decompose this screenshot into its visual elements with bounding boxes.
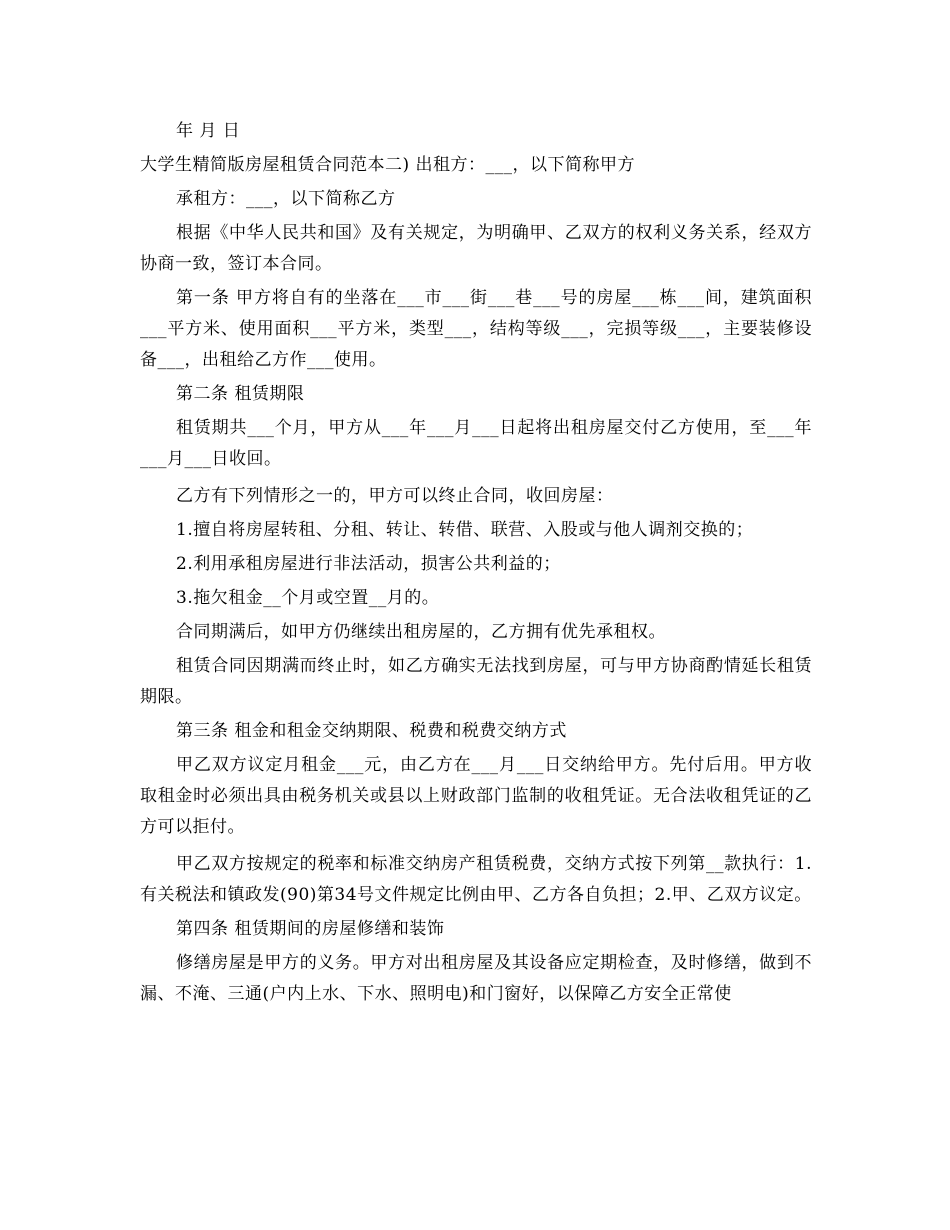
list-item-1: 1.擅自将房屋转租、分租、转让、转借、联营、入股或与他人调剂交换的； [176, 520, 754, 540]
paragraph-lease-term: 租赁期共___个月，甲方从___年___月___日起将出租房屋交付乙方使用，至___年___月___日收回。 [140, 418, 812, 469]
paragraph-taxes: 甲乙双方按规定的税率和标准交纳房产租赁税费，交纳方式按下列第__款执行：1.有关税法和镇政发(90)第34号文件规定比例由甲、乙方各自负担；2.甲、乙双方议定。 [140, 854, 812, 905]
document-body [140, 116, 812, 1013]
paragraph-extension: 租赁合同因期满而终止时，如乙方确实无法找到房屋，可与甲方协商酌情延长租赁期限。 [140, 656, 812, 707]
date-line: 年 月 日 [176, 121, 241, 141]
heading-article-4: 第四条 租赁期间的房屋修缮和装饰 [176, 919, 445, 939]
list-item-3: 3.拖欠租金__个月或空置__月的。 [176, 588, 440, 608]
paragraph-preamble: 根据《中华人民共和国》及有关规定，为明确甲、乙双方的权利义务关系，经双方协商一致，签订本合同。 [140, 223, 812, 274]
paragraph-renewal-priority: 合同期满后，如甲方仍继续出租房屋的，乙方拥有优先承租权。 [176, 622, 666, 642]
paragraph-rent: 甲乙双方议定月租金___元，由乙方在___月___日交纳给甲方。先付后用。甲方收取租金时必须出具由税务机关或县以上财政部门监制的收租凭证。无合法收租凭证的乙方可以拒付。 [140, 755, 812, 837]
paragraph-lessee: 承租方：___，以下简称乙方 [176, 189, 396, 209]
heading-article-2: 第二条 租赁期限 [176, 384, 305, 404]
list-item-2: 2.利用承租房屋进行非法活动，损害公共利益的； [176, 554, 561, 574]
paragraph-termination-intro: 乙方有下列情形之一的，甲方可以终止合同，收回房屋： [176, 486, 614, 506]
paragraph-article-1: 第一条 甲方将自有的坐落在___市___街___巷___号的房屋___栋___间，建筑面积___平方米、使用面积___平方米，类型___，结构等级___，完损等级___，主要装修设备___，出租给乙方作___使用。 [140, 288, 812, 370]
heading-article-3: 第三条 租金和租金交纳期限、税费和税费交纳方式 [176, 721, 567, 741]
title-line: 大学生精简版房屋租赁合同范本二) 出租方：___，以下简称甲方 [140, 155, 636, 175]
paragraph-repairs: 修缮房屋是甲方的义务。甲方对出租房屋及其设备应定期检查，及时修缮，做到不漏、不淹、三通(户内上水、下水、照明电)和门窗好，以保障乙方安全正常使 [140, 953, 812, 1004]
